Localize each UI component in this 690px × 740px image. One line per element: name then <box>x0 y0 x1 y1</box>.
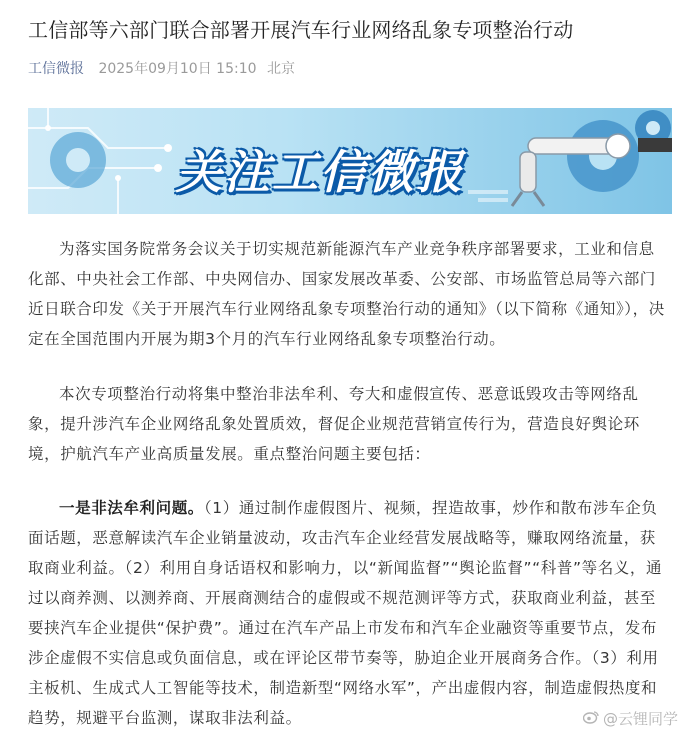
article-title: 工信部等六部门联合部署开展汽车行业网络乱象专项整治行动 <box>28 18 574 42</box>
paragraph-3 <box>28 493 668 733</box>
article-meta <box>28 58 301 78</box>
publish-date: 2025年09月10日 15:10 <box>98 61 257 77</box>
banner-image <box>28 108 672 214</box>
paragraph-3-text: （1）通过制作虚假图片、视频，捏造故事，炒作和散布涉车企负面话题，恶意解读汽车企业销量波动，攻击汽车企业经营发展战略等，赚取网络流量，获取商业利益。（2）利用自身话语权和影响力，以“新闻监督”“舆论监督”“科普”等名义，通过以商养测、以测养商、开展商测结合的虚假或不规范测评等方式，获取商业利益，甚至要挟汽车企业提供“保护费”。通过在汽车产品上市发布和汽车企业融资等重要节点，发布涉企虚假不实信息或负面信息，或在评论区带节奏等，胁迫企业开展商务合作。（3）利用主板机、生成式人工智能等技术，制造新型“网络水军”，产出虚假内容，制造虚假热度和趋势，规避平台监测，谋取非法利益。 <box>28 499 663 727</box>
publish-location: 北京 <box>266 61 295 77</box>
paragraph-1: 为落实国务院常务会议关于切实规范新能源汽车产业竞争秩序部署要求，工业和信息化部、中央社会工作部、中央网信办、国家发展改革委、公安部、市场监管总局等六部门近日联合印发《关于开展汽车行业网络乱象专项整治行动的通知》（以下简称《通知》），决定在全国范围内开展为期3个月的汽车行业网络乱象专项整治行动。 <box>28 240 665 348</box>
banner-title: 关注工信微报 <box>176 145 464 199</box>
paragraph-3-heading: 一是非法牟利问题。 <box>59 499 204 517</box>
paragraph-2: 本次专项整治行动将集中整治非法牟利、夸大和虚假宣传、恶意诋毁攻击等网络乱象，提升涉汽车企业网络乱象处置质效，督促企业规范营销宣传行为，营造良好舆论环境，护航汽车产业高质量发展。重点整治问题主要包括： <box>28 385 640 463</box>
weibo-icon <box>583 710 599 728</box>
watermark-text: @云锂同学 <box>602 710 678 728</box>
watermark <box>583 708 678 729</box>
source-link[interactable]: 工信微报 <box>28 61 84 77</box>
